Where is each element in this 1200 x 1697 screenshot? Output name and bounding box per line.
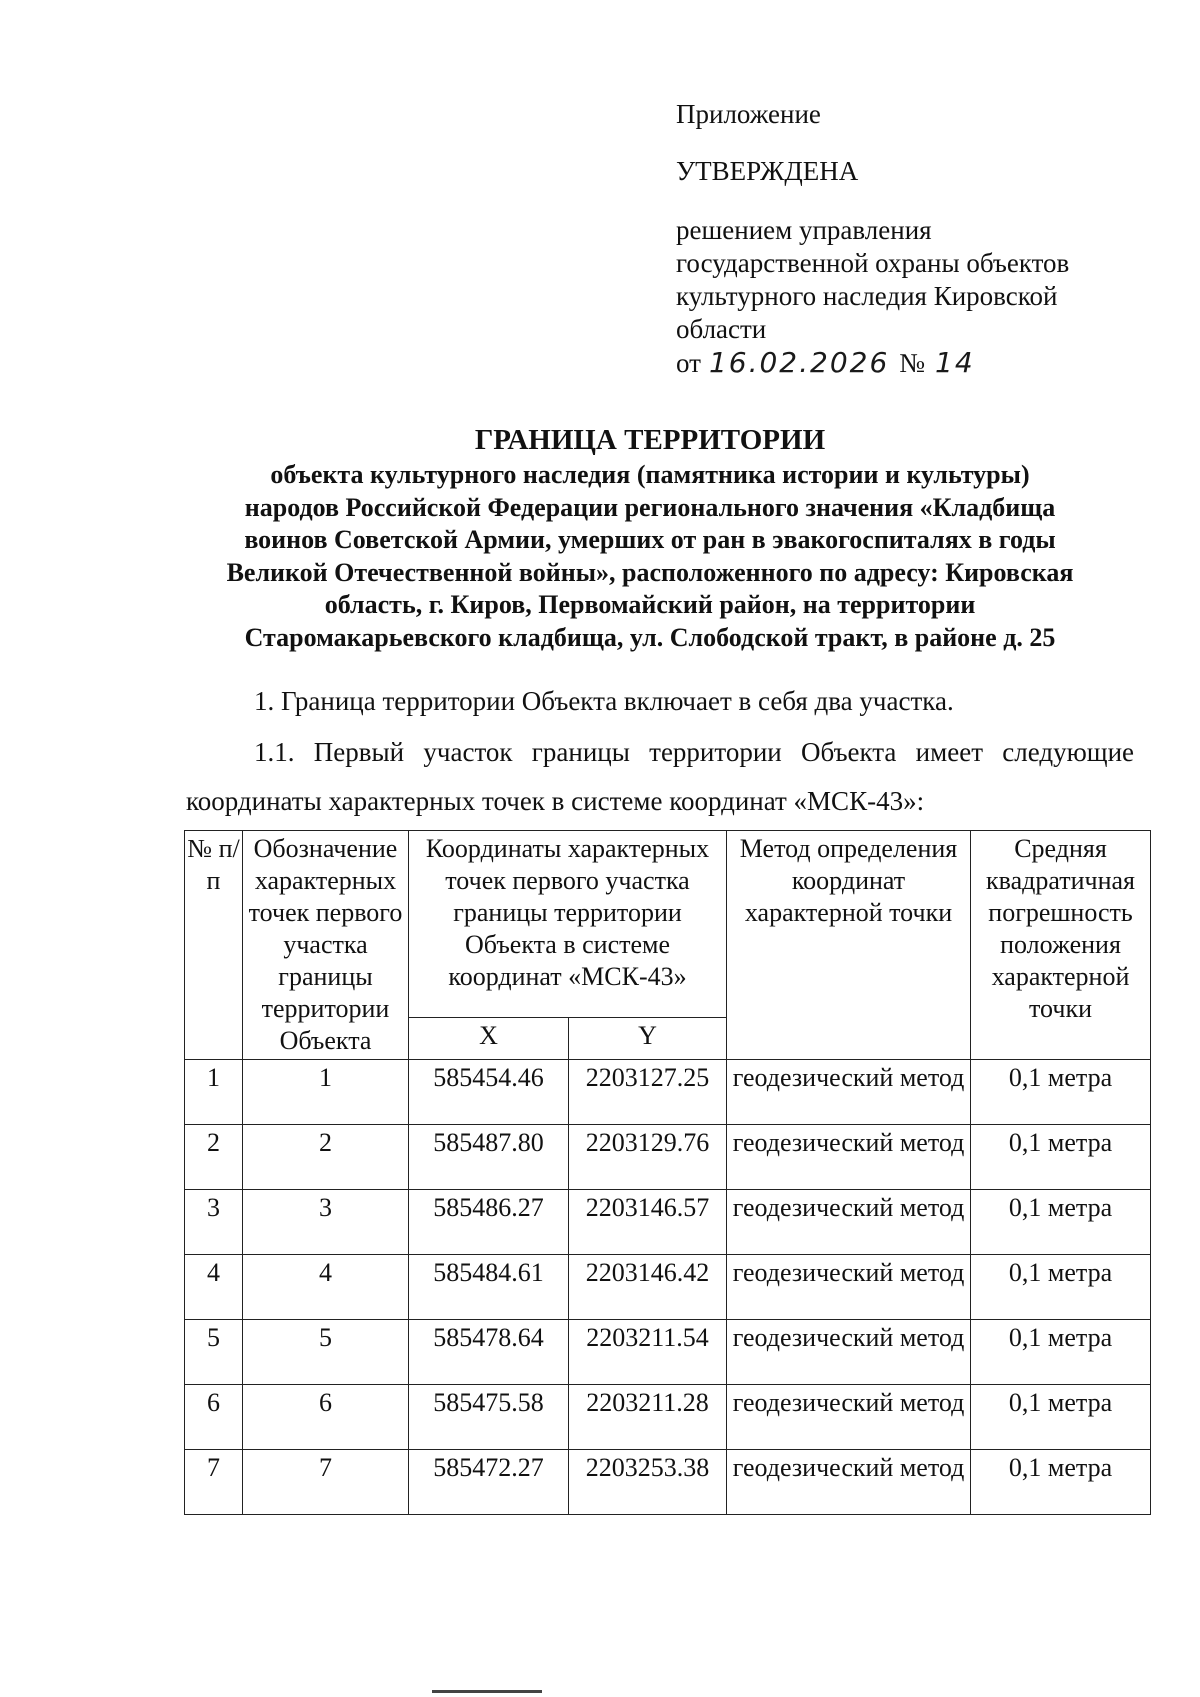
number-label: № bbox=[899, 348, 926, 378]
table-row bbox=[185, 1190, 1151, 1255]
title-line: объекта культурного наследия (памятника истории и культуры) bbox=[270, 460, 1030, 489]
approved-label: УТВЕРЖДЕНА bbox=[676, 156, 859, 186]
cell-point: 3 bbox=[243, 1190, 409, 1255]
cell-y: 2203211.28 bbox=[569, 1385, 727, 1450]
cell-y: 2203211.54 bbox=[569, 1320, 727, 1385]
cell-num: 3 bbox=[185, 1190, 243, 1255]
title-line: народов Российской Федерации регионального значения «Кладбища bbox=[244, 492, 1056, 522]
cell-method: геодезический метод bbox=[727, 1385, 971, 1450]
cell-point: 4 bbox=[243, 1255, 409, 1320]
cell-error: 0,1 метра bbox=[971, 1320, 1151, 1385]
cell-y: 2203146.42 bbox=[569, 1255, 727, 1320]
cell-error: 0,1 метра bbox=[971, 1190, 1151, 1255]
paragraph-1-1-line-1: 1.1. Первый участок границы территории Объекта имеет следующие bbox=[254, 737, 1134, 767]
table-row bbox=[185, 1320, 1151, 1385]
table-row bbox=[185, 1450, 1151, 1515]
cell-method: геодезический метод bbox=[727, 1255, 971, 1320]
cell-num: 2 bbox=[185, 1125, 243, 1190]
cell-x: 585486.27 bbox=[409, 1190, 569, 1255]
cell-x: 585478.64 bbox=[409, 1320, 569, 1385]
document-title bbox=[150, 423, 1150, 654]
cell-point: 7 bbox=[243, 1450, 409, 1515]
title-line: Великой Отечественной войны», расположенного по адресу: Кировская bbox=[226, 557, 1074, 587]
appendix-label: Приложение bbox=[676, 99, 821, 129]
header-y: Y bbox=[569, 1018, 727, 1060]
title-subtitle bbox=[150, 459, 1150, 654]
cell-num: 5 bbox=[185, 1320, 243, 1385]
decree-line-2: государственной охраны объектов bbox=[676, 248, 1070, 278]
cell-error: 0,1 метра bbox=[971, 1255, 1151, 1320]
cell-method: геодезический метод bbox=[727, 1450, 971, 1515]
cell-method: геодезический метод bbox=[727, 1190, 971, 1255]
paragraph-1: 1. Граница территории Объекта включает в себя два участка. bbox=[254, 686, 954, 716]
cell-point: 2 bbox=[243, 1125, 409, 1190]
cell-x: 585472.27 bbox=[409, 1450, 569, 1515]
cell-num: 4 bbox=[185, 1255, 243, 1320]
decree-line-4: области bbox=[676, 314, 767, 344]
decree-line-1: решением управления bbox=[676, 215, 932, 245]
cell-num: 6 bbox=[185, 1385, 243, 1450]
header-num: № п/п bbox=[185, 831, 243, 1060]
title-line: Старомакарьевского кладбища, ул. Слободской тракт, в районе д. 25 bbox=[244, 622, 1056, 652]
handwritten-date: 16.02.2026 bbox=[708, 346, 890, 379]
coordinates-table bbox=[184, 830, 1151, 1515]
cell-x: 585487.80 bbox=[409, 1125, 569, 1190]
cell-error: 0,1 метра bbox=[971, 1450, 1151, 1515]
cell-method: геодезический метод bbox=[727, 1060, 971, 1125]
cell-y: 2203253.38 bbox=[569, 1450, 727, 1515]
cell-point: 1 bbox=[243, 1060, 409, 1125]
title-main: ГРАНИЦА ТЕРРИТОРИИ bbox=[474, 424, 826, 456]
cell-num: 1 bbox=[185, 1060, 243, 1125]
cell-y: 2203127.25 bbox=[569, 1060, 727, 1125]
handwritten-number: 14 bbox=[935, 346, 975, 379]
decree-line-3: культурного наследия Кировской bbox=[676, 281, 1058, 311]
cell-method: геодезический метод bbox=[727, 1320, 971, 1385]
cell-num: 7 bbox=[185, 1450, 243, 1515]
approval-block bbox=[676, 98, 1146, 380]
cell-error: 0,1 метра bbox=[971, 1125, 1151, 1190]
paragraph-1-1-line-2: координаты характерных точек в системе координат «МСК-43»: bbox=[186, 786, 925, 816]
decree-date-number bbox=[676, 346, 1146, 380]
scan-artifact-divider bbox=[432, 1690, 542, 1693]
cell-point: 5 bbox=[243, 1320, 409, 1385]
header-method: Метод определения координат характерной точки bbox=[727, 831, 971, 1060]
header-coordinates: Координаты характерных точек первого участка границы территории Объекта в системе координат «МСК-43» bbox=[409, 831, 727, 1018]
cell-error: 0,1 метра bbox=[971, 1385, 1151, 1450]
cell-error: 0,1 метра bbox=[971, 1060, 1151, 1125]
title-line: область, г. Киров, Первомайский район, на территории bbox=[324, 590, 976, 619]
header-x: X bbox=[409, 1018, 569, 1060]
cell-method: геодезический метод bbox=[727, 1125, 971, 1190]
cell-point: 6 bbox=[243, 1385, 409, 1450]
table-row bbox=[185, 1385, 1151, 1450]
table-row bbox=[185, 1060, 1151, 1125]
cell-x: 585484.61 bbox=[409, 1255, 569, 1320]
cell-x: 585454.46 bbox=[409, 1060, 569, 1125]
header-designation: Обозначение характерных точек первого участка границы территории Объекта bbox=[243, 831, 409, 1060]
table-row bbox=[185, 1255, 1151, 1320]
cell-x: 585475.58 bbox=[409, 1385, 569, 1450]
cell-y: 2203146.57 bbox=[569, 1190, 727, 1255]
table-row bbox=[185, 1125, 1151, 1190]
from-label: от bbox=[676, 348, 701, 378]
title-line: воинов Советской Армии, умерших от ран в эвакогоспиталях в годы bbox=[244, 525, 1056, 554]
cell-y: 2203129.76 bbox=[569, 1125, 727, 1190]
header-error: Средняя квадратичная погрешность положения характерной точки bbox=[971, 831, 1151, 1060]
